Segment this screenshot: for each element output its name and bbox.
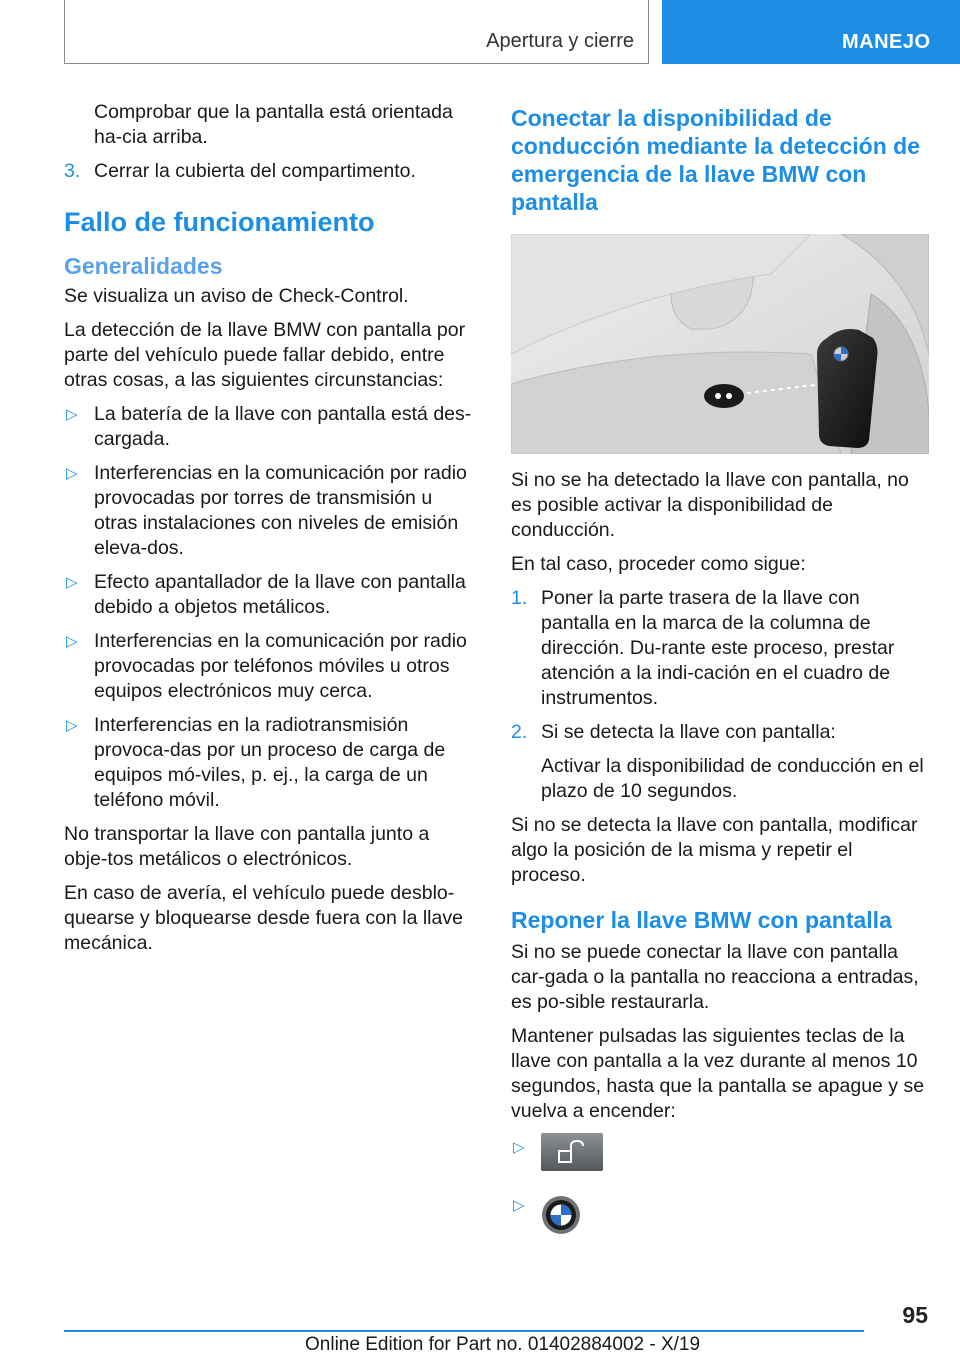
page-number: 95 [902,1302,928,1328]
key-on-steering-column-illustration [511,234,929,454]
triangle-right-icon: ▷ [66,574,78,591]
step-text: Poner la parte trasera de la llave con pantalla en la marca de la columna de dirección. Du-rante este proceso, prestar atención a la indi-cación en el cuadro de instrumentos. [541,587,895,709]
paragraph: No transportar la llave con pantalla junto a obje-tos metálicos o electrónicos. [64,823,430,870]
right-column [511,104,929,1249]
triangle-right-icon: ▷ [66,633,78,650]
triangle-right-icon: ▷ [513,1197,525,1214]
step-text: Cerrar la cubierta del compartimento. [94,160,416,182]
header-section-tab [64,0,649,64]
footer-edition: Online Edition for Part no. 01402884002 - X/19 [305,1334,701,1355]
paragraph: En caso de avería, el vehículo puede desblo-quearse y bloquearse desde fuera con la llave mecánica. [64,882,463,954]
step-2 [511,720,929,745]
paragraph: Mantener pulsadas las siguientes teclas de la llave con pantalla a la vez durante al menos 10 segundos, hasta que la pantalla se apague y se vuelva a encender: [511,1025,925,1122]
subsection-heading: Generalidades [64,253,223,279]
step-1 [511,586,929,711]
triangle-right-icon: ▷ [513,1139,525,1156]
illustration-drawing [511,234,929,454]
header-chapter-tab [662,0,960,64]
header-chapter-title: MANEJO [842,31,931,53]
list-item [64,461,476,561]
triangle-right-icon: ▷ [66,465,78,482]
step-number: 1. [511,587,528,609]
paragraph: La detección de la llave BMW con pantalla por parte del vehículo puede fallar debido, entre otras cosas, a las siguientes circunstancias: [64,319,466,391]
list-item [511,1191,929,1241]
subsection-heading: Reponer la llave BMW con pantalla [511,907,892,933]
paragraph: Si no se ha detectado la llave con pantalla, no es posible activar la disponibilidad de conducción. [511,469,909,541]
bmw-logo-icon [541,1195,581,1235]
step-number: 3. [64,160,81,182]
triangle-right-icon: ▷ [66,406,78,423]
section-heading: Fallo de funcionamiento [64,207,375,237]
list-item-text: Efecto apantallador de la llave con pantalla debido a objetos metálicos. [94,571,466,618]
list-item-text: Interferencias en la comunicación por radio provocadas por teléfonos móviles u otros equipos electrónicos muy cerca. [94,630,467,702]
paragraph: Si no se puede conectar la llave con pantalla car-gada o la pantalla no reacciona a entradas, es po-sible restaurarla. [511,941,919,1013]
paragraph: Se visualiza un aviso de Check-Control. [64,285,409,307]
list-item [511,1133,929,1183]
list-item [64,629,476,704]
list-item-text: Interferencias en la comunicación por radio provocadas por torres de transmisión u otras instalaciones con niveles de emisión eleva-dos. [94,462,467,559]
step-number: 2. [511,721,528,743]
list-item [64,570,476,620]
list-item [64,713,476,813]
step-2-detail: Activar la disponibilidad de conducción en el plazo de 10 segundos. [541,755,924,802]
header-section-title: Apertura y cierre [486,30,634,52]
left-column [64,100,476,965]
paragraph: Si no se detecta la llave con pantalla, modificar algo la posición de la misma y repetir el proceso. [511,814,918,886]
list-item-text: Interferencias en la radiotransmisión provoca-das por un proceso de carga de equipos mó-viles, p. ej., la carga de un teléfono móvil. [94,714,446,811]
step-text: Si se detecta la llave con pantalla: [541,721,836,743]
triangle-right-icon: ▷ [66,717,78,734]
step-3 [64,159,476,184]
step-continuation: Comprobar que la pantalla está orientada ha-cia arriba. [94,101,453,148]
list-item [64,402,476,452]
section-heading: Conectar la disponibilidad de conducción mediante la detección de emergencia de la llave BMW con pantalla [511,105,920,215]
list-item-text: La batería de la llave con pantalla está des-cargada. [94,403,472,450]
paragraph: En tal caso, proceder como sigue: [511,553,806,575]
unlock-icon [541,1133,603,1171]
footer-divider [64,1330,864,1332]
